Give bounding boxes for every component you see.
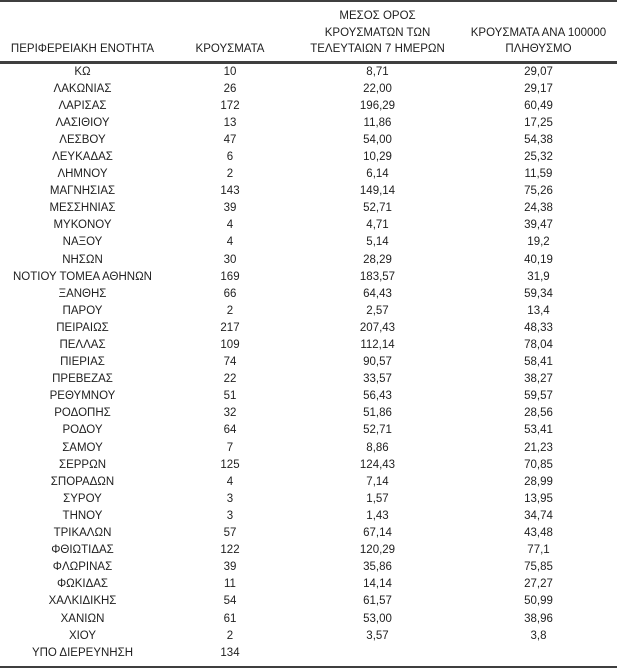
column-header-cases bbox=[165, 2, 295, 62]
cell-cases: 169 bbox=[220, 270, 240, 283]
cell-avg7: 112,14 bbox=[360, 339, 395, 351]
table-header bbox=[0, 2, 617, 62]
table-row bbox=[0, 388, 617, 405]
cell-per100k: 58,41 bbox=[524, 356, 553, 369]
cell-cases: 172 bbox=[220, 99, 240, 112]
cell-avg7: 1,57 bbox=[366, 492, 389, 505]
table-row bbox=[0, 474, 617, 491]
cell-per100k: 59,57 bbox=[524, 390, 553, 403]
cell-per100k: 75,26 bbox=[524, 185, 553, 198]
cell-avg7: 52,71 bbox=[363, 202, 392, 215]
cell-region: ΛΑΡΙΣΑΣ bbox=[58, 99, 107, 112]
cell-cases: 30 bbox=[223, 253, 237, 266]
cell-avg7: 28,29 bbox=[363, 253, 392, 266]
cell-region: ΜΕΣΣΗΝΙΑΣ bbox=[49, 202, 116, 215]
cell-region: ΛΕΣΒΟΥ bbox=[59, 133, 106, 146]
cell-per100k: 27,27 bbox=[524, 578, 553, 591]
table-header-row bbox=[0, 2, 617, 62]
table-row bbox=[0, 525, 617, 542]
cell-per100k: 75,85 bbox=[524, 561, 553, 574]
cell-cases: 22 bbox=[223, 373, 237, 386]
cell-cases: 74 bbox=[223, 356, 237, 369]
cell-avg7: 90,57 bbox=[363, 356, 392, 369]
table-row bbox=[0, 422, 617, 439]
table-row bbox=[0, 559, 617, 576]
table-row bbox=[0, 542, 617, 559]
table-row bbox=[0, 81, 617, 98]
cell-region: ΣΕΡΡΩΝ bbox=[58, 458, 107, 471]
cell-cases: 3 bbox=[226, 509, 234, 522]
table-body bbox=[0, 62, 617, 662]
cell-per100k: 60,49 bbox=[524, 99, 553, 112]
table-row bbox=[0, 628, 617, 645]
cell-region: ΦΘΙΩΤΙΔΑΣ bbox=[51, 544, 114, 557]
cell-per100k: 39,47 bbox=[524, 219, 553, 232]
cell-region: ΜΑΓΝΗΣΙΑΣ bbox=[49, 185, 116, 198]
cell-per100k: 19,2 bbox=[527, 236, 550, 249]
column-header-per100k bbox=[460, 2, 617, 62]
table-row bbox=[0, 252, 617, 269]
table-row bbox=[0, 286, 617, 303]
cell-region: ΡΟΔΟΠΗΣ bbox=[54, 407, 111, 420]
cell-cases: 134 bbox=[220, 646, 240, 659]
table-row bbox=[0, 371, 617, 388]
cell-cases: 109 bbox=[220, 339, 240, 351]
cell-cases: 7 bbox=[226, 441, 234, 454]
column-header-line: ΜΕΣΟΣ ΟΡΟΣ bbox=[339, 10, 416, 22]
cell-per100k: 17,25 bbox=[524, 116, 553, 129]
cell-avg7: 4,71 bbox=[366, 219, 389, 232]
cell-cases: 13 bbox=[223, 116, 237, 129]
cell-avg7: 51,86 bbox=[363, 407, 392, 420]
cell-avg7: 22,00 bbox=[363, 82, 392, 95]
table-row bbox=[0, 405, 617, 422]
cell-avg7: 54,00 bbox=[363, 133, 392, 146]
cell-per100k: 3,8 bbox=[530, 629, 547, 642]
cell-cases: 51 bbox=[223, 390, 237, 403]
table-row bbox=[0, 508, 617, 525]
cell-per100k: 38,96 bbox=[524, 612, 553, 625]
column-header-line: ΚΡΟΥΣΜΑΤΑ ΑΝΑ 100000 bbox=[470, 26, 607, 39]
table-row bbox=[0, 337, 617, 354]
cell-cases: 61 bbox=[223, 612, 237, 625]
table-row bbox=[0, 132, 617, 149]
cell-avg7: 2,57 bbox=[366, 304, 389, 317]
cell-cases: 26 bbox=[223, 82, 237, 95]
cell-avg7: 1,43 bbox=[366, 509, 389, 522]
table-row bbox=[0, 269, 617, 286]
cell-per100k: 13,95 bbox=[524, 492, 553, 505]
cell-per100k: 38,27 bbox=[524, 373, 553, 386]
cell-region: ΠΕΙΡΑΙΩΣ bbox=[56, 321, 109, 334]
cell-avg7: 8,86 bbox=[366, 441, 389, 454]
cell-region: ΠΙΕΡΙΑΣ bbox=[60, 356, 105, 369]
cell-region: ΞΑΝΘΗΣ bbox=[58, 287, 107, 300]
cell-region: ΧΑΝΙΩΝ bbox=[60, 612, 105, 625]
cell-avg7: 14,14 bbox=[363, 578, 392, 591]
cell-per100k: 70,85 bbox=[524, 458, 553, 471]
table-row bbox=[0, 200, 617, 217]
cell-cases: 47 bbox=[223, 133, 237, 146]
table-row bbox=[0, 354, 617, 371]
table-row bbox=[0, 166, 617, 183]
cell-region: ΝΑΞΟΥ bbox=[62, 236, 103, 249]
cell-region: ΧΑΛΚΙΔΙΚΗΣ bbox=[48, 595, 117, 608]
cell-per100k: 31,9 bbox=[527, 270, 550, 283]
cell-region: ΜΥΚΟΝΟΥ bbox=[53, 219, 112, 232]
cell-per100k: 28,99 bbox=[524, 475, 553, 488]
cell-region: ΥΠΟ ΔΙΕΡΕΥΝΗΣΗ bbox=[31, 646, 134, 659]
cell-cases: 4 bbox=[226, 236, 234, 249]
regional-cases-table bbox=[0, 2, 617, 662]
table-row bbox=[0, 62, 617, 81]
column-header-avg7 bbox=[295, 2, 460, 62]
cell-region: ΡΟΔΟΥ bbox=[62, 424, 103, 437]
cell-per100k: 78,04 bbox=[524, 339, 553, 351]
cell-per100k: 13,4 bbox=[527, 304, 550, 317]
cell-region: ΣΠΟΡΑΔΩΝ bbox=[50, 475, 115, 488]
table-row bbox=[0, 183, 617, 200]
cell-region: ΛΕΥΚΑΔΑΣ bbox=[52, 150, 113, 163]
table-row bbox=[0, 440, 617, 457]
cell-per100k: 11,59 bbox=[524, 168, 553, 181]
cell-avg7: 8,71 bbox=[366, 65, 389, 78]
cell-region: ΝΗΣΩΝ bbox=[62, 253, 103, 266]
cell-per100k: 40,19 bbox=[524, 253, 553, 266]
cell-per100k: 25,32 bbox=[524, 150, 553, 163]
table-row bbox=[0, 457, 617, 474]
cell-region: ΝΟΤΙΟΥ ΤΟΜΕΑ ΑΘΗΝΩΝ bbox=[13, 270, 152, 283]
cell-avg7: 64,43 bbox=[363, 287, 392, 300]
table-row bbox=[0, 217, 617, 234]
cell-region: ΡΕΘΥΜΝΟΥ bbox=[49, 390, 116, 403]
table-row bbox=[0, 645, 617, 662]
cell-region: ΛΑΣΙΘΙΟΥ bbox=[55, 116, 110, 129]
cell-region: ΤΡΙΚΑΛΩΝ bbox=[53, 527, 112, 540]
cell-cases: 2 bbox=[226, 629, 234, 642]
column-header-line: ΤΕΛΕΥΤΑΙΩΝ 7 ΗΜΕΡΩΝ bbox=[310, 43, 445, 55]
cell-per100k: 21,23 bbox=[524, 441, 553, 454]
table-row bbox=[0, 491, 617, 508]
cell-cases: 32 bbox=[223, 407, 237, 420]
table-row bbox=[0, 303, 617, 320]
cell-per100k: 50,99 bbox=[524, 595, 553, 608]
cell-per100k: 48,33 bbox=[524, 321, 553, 334]
cell-per100k bbox=[460, 645, 617, 662]
cell-avg7: 52,71 bbox=[363, 424, 392, 437]
cell-cases: 125 bbox=[220, 458, 240, 471]
column-header-line: ΚΡΟΥΣΜΑΤΩΝ ΤΩΝ bbox=[324, 26, 431, 39]
cell-cases: 143 bbox=[220, 185, 240, 198]
cell-cases: 39 bbox=[223, 561, 237, 574]
cell-region: ΦΩΚΙΔΑΣ bbox=[56, 578, 109, 591]
cell-region: ΧΙΟΥ bbox=[68, 629, 97, 642]
cell-cases: 4 bbox=[226, 219, 234, 232]
column-header-line: ΠΕΡΙΦΕΡΕΙΑΚΗ ΕΝΟΤΗΤΑ bbox=[10, 43, 155, 55]
cell-cases: 66 bbox=[223, 287, 237, 300]
cell-cases: 39 bbox=[223, 202, 237, 215]
column-header-line: ΚΡΟΥΣΜΑΤΑ bbox=[195, 43, 265, 55]
cell-avg7: 7,14 bbox=[366, 475, 389, 488]
cell-per100k: 59,34 bbox=[524, 287, 553, 300]
table-row bbox=[0, 320, 617, 337]
cell-cases: 122 bbox=[220, 544, 240, 557]
cell-per100k: 53,41 bbox=[524, 424, 553, 437]
cell-region: ΛΑΚΩΝΙΑΣ bbox=[53, 82, 112, 95]
cell-cases: 217 bbox=[220, 321, 240, 334]
cell-per100k: 77,1 bbox=[527, 544, 550, 557]
cell-cases: 2 bbox=[226, 304, 234, 317]
cell-avg7: 67,14 bbox=[363, 527, 392, 540]
cell-avg7: 183,57 bbox=[359, 270, 396, 283]
cell-avg7: 33,57 bbox=[363, 373, 392, 386]
cell-avg7: 35,86 bbox=[363, 561, 392, 574]
cell-per100k: 43,48 bbox=[524, 527, 553, 540]
table-row bbox=[0, 149, 617, 166]
cell-per100k: 29,17 bbox=[524, 82, 553, 95]
table-row bbox=[0, 593, 617, 610]
cell-avg7: 149,14 bbox=[359, 185, 396, 198]
cell-cases: 6 bbox=[226, 150, 234, 163]
cell-region: ΠΡΕΒΕΖΑΣ bbox=[52, 373, 113, 386]
cell-avg7: 196,29 bbox=[359, 99, 396, 112]
cell-region: ΣΥΡΟΥ bbox=[63, 492, 102, 505]
cell-cases: 57 bbox=[223, 527, 237, 540]
cell-per100k: 54,38 bbox=[524, 133, 553, 146]
column-header-line: ΠΛΗΘΥΣΜΟ bbox=[505, 43, 572, 55]
cell-avg7: 3,57 bbox=[366, 629, 389, 642]
cell-avg7: 5,14 bbox=[366, 236, 389, 249]
cell-cases: 4 bbox=[226, 475, 234, 488]
cell-region: ΛΗΜΝΟΥ bbox=[57, 168, 108, 181]
cell-avg7: 10,29 bbox=[363, 150, 392, 163]
cell-region: ΚΩ bbox=[74, 65, 91, 78]
table-row bbox=[0, 115, 617, 132]
cell-per100k: 34,74 bbox=[524, 509, 553, 522]
cell-avg7: 6,14 bbox=[366, 168, 389, 181]
cell-cases: 3 bbox=[226, 492, 234, 505]
cell-avg7: 11,86 bbox=[363, 116, 392, 129]
cell-avg7: 56,43 bbox=[363, 390, 392, 403]
cell-cases: 11 bbox=[224, 578, 236, 591]
cell-region: ΠΕΛΛΑΣ bbox=[59, 339, 106, 351]
table-row bbox=[0, 98, 617, 115]
table-row bbox=[0, 611, 617, 628]
column-header-region bbox=[0, 2, 165, 62]
cell-avg7: 207,43 bbox=[359, 321, 396, 334]
cell-avg7: 124,43 bbox=[359, 458, 396, 471]
cell-region: ΦΛΩΡΙΝΑΣ bbox=[52, 561, 113, 574]
cell-avg7: 61,57 bbox=[363, 595, 392, 608]
cell-region: ΤΗΝΟΥ bbox=[62, 509, 103, 522]
cell-region: ΠΑΡΟΥ bbox=[62, 304, 103, 317]
cell-per100k: 29,07 bbox=[524, 65, 553, 78]
cell-cases: 2 bbox=[226, 168, 234, 181]
cell-per100k: 24,38 bbox=[524, 202, 553, 215]
cell-per100k: 28,56 bbox=[524, 407, 553, 420]
cell-avg7: 120,29 bbox=[359, 544, 396, 557]
table-row bbox=[0, 576, 617, 593]
cell-region: ΣΑΜΟΥ bbox=[62, 441, 103, 454]
cell-cases: 54 bbox=[223, 595, 237, 608]
cell-avg7: 53,00 bbox=[363, 612, 392, 625]
cell-cases: 64 bbox=[223, 424, 237, 437]
cell-avg7 bbox=[295, 645, 460, 662]
cell-cases: 10 bbox=[223, 65, 237, 78]
table-row bbox=[0, 234, 617, 251]
